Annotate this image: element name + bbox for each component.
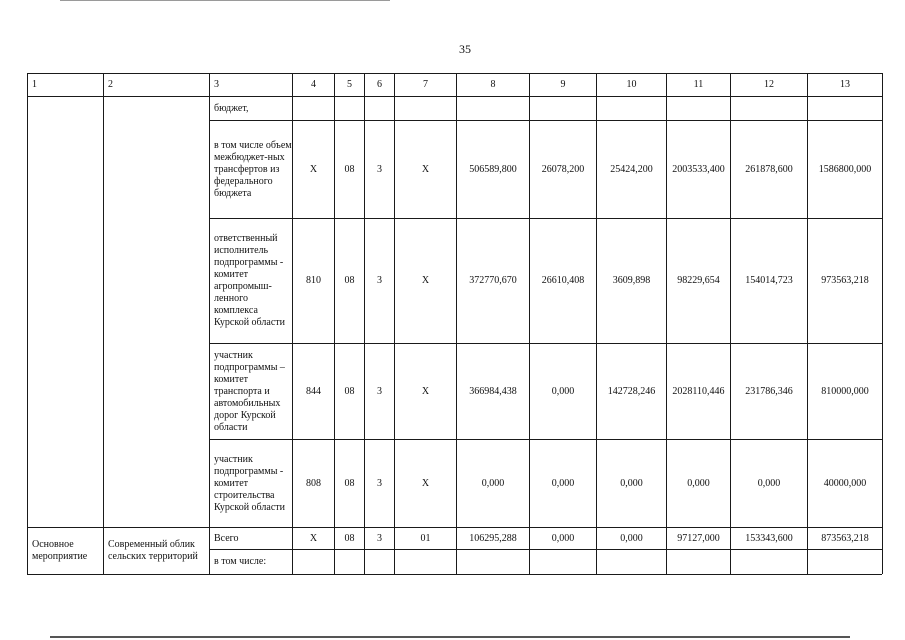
column-rule-13 <box>882 73 883 574</box>
column-header-3: 3 <box>214 79 219 90</box>
table-cell-r1-c3: в том числе объем межбюджет-ных трансфертов из федерального бюджета <box>214 139 292 199</box>
table-cell-r5-c10: 0,000 <box>620 532 643 544</box>
table-cell-r5-c13: 873563,218 <box>821 532 869 544</box>
column-header-6: 6 <box>377 79 382 90</box>
table-cell-r5-c9: 0,000 <box>551 532 575 544</box>
table-cell-r1-c13: 1586800,000 <box>818 163 872 175</box>
table-cell-r1-c5: 08 <box>344 163 355 175</box>
table-cell-r3-c11: 2028110,446 <box>672 385 725 397</box>
table-cell-r4-c8: 0,000 <box>481 477 505 489</box>
table-cell-r2-c10: 3609,898 <box>612 275 651 286</box>
table-cell-r1-c12: 261878,600 <box>745 163 793 175</box>
table-cell-r1-c10: 25424,200 <box>610 163 653 175</box>
table-cell-r4-c9: 0,000 <box>551 477 575 489</box>
table-cell-r2-c9: 26610,408 <box>541 275 585 286</box>
table-cell-r4-c5: 08 <box>344 477 355 489</box>
table-cell-r3-c6: 3 <box>377 385 382 397</box>
column-header-7: 7 <box>423 79 428 90</box>
column-header-10: 10 <box>626 79 637 90</box>
column-rule-1 <box>103 73 104 574</box>
column-header-13: 13 <box>840 79 850 90</box>
column-header-11: 11 <box>693 79 704 90</box>
table-cell-r4-c3: участник подпрограммы - комитет строительства Курской области <box>214 453 285 513</box>
table-cell-r4-c10: 0,000 <box>620 477 643 489</box>
table-cell-r4-c11: 0,000 <box>687 477 710 489</box>
page-number: 35 <box>459 42 471 56</box>
table-cell-r5-c8: 106295,288 <box>469 532 517 544</box>
table-cell-r4-c6: 3 <box>377 477 382 489</box>
table-cell-r4-c12: 0,000 <box>757 477 781 489</box>
table-cell-r3-c4: 844 <box>306 385 321 397</box>
table-cell-r3-c13: 810000,000 <box>821 385 869 397</box>
table-cell-r2-c13: 973563,218 <box>821 275 869 286</box>
table-cell-r2-c5: 08 <box>344 275 355 286</box>
column-header-12: 12 <box>764 79 774 90</box>
table-cell-r3-c7: Х <box>421 385 430 397</box>
table-cell-r4-c7: Х <box>421 477 430 489</box>
table-cell-r1-c11: 2003533,400 <box>672 163 725 175</box>
table-cell-r1-c8: 506589,800 <box>469 163 517 175</box>
table-cell-r1-c9: 26078,200 <box>541 163 585 175</box>
table-cell-r6-c3: в том числе: <box>214 556 267 567</box>
table-cell-r2-c7: Х <box>421 275 430 286</box>
row-rule-7 <box>209 549 882 550</box>
main-activity-name: Современный облик сельских территорий <box>108 539 198 562</box>
table-cell-r3-c9: 0,000 <box>551 385 575 397</box>
column-header-8: 8 <box>490 79 496 90</box>
table-cell-r2-c8: 372770,670 <box>469 275 517 286</box>
table-cell-r5-c4: Х <box>309 532 318 544</box>
main-activity-label: Основное мероприятие <box>32 539 88 562</box>
column-header-9: 9 <box>560 79 566 90</box>
column-header-1: 1 <box>32 79 37 90</box>
table-cell-r2-c12: 154014,723 <box>745 275 793 286</box>
table-cell-r3-c8: 366984,438 <box>469 385 517 397</box>
table-cell-r2-c11: 98229,654 <box>677 275 720 286</box>
table-cell-r2-c3: ответственный исполнитель подпрограммы - комитет агропромыш-ленного комплекса Курской области <box>214 233 285 328</box>
table-cell-r2-c6: 3 <box>377 275 382 286</box>
table-cell-r5-c5: 08 <box>344 532 355 544</box>
table-cell-r5-c12: 153343,600 <box>745 532 793 544</box>
row-rule-1 <box>27 96 882 97</box>
table-cell-r4-c4: 808 <box>306 477 321 489</box>
table-cell-r3-c10: 142728,246 <box>607 385 656 397</box>
table-cell-r5-c6: 3 <box>377 532 382 544</box>
table-cell-r3-c12: 231786,346 <box>745 385 793 397</box>
table-cell-r5-c3: Всего <box>214 532 239 544</box>
table-cell-r1-c6: 3 <box>377 163 382 175</box>
table-cell-r5-c11: 97127,000 <box>677 532 720 544</box>
table-cell-r3-c3: участник подпрограммы – комитет транспорта и автомобильных дорог Курской области <box>214 349 285 433</box>
table-cell-r1-c4: Х <box>309 163 318 175</box>
column-header-5: 5 <box>347 79 352 90</box>
column-header-2: 2 <box>108 79 113 90</box>
table-cell-r4-c13: 40000,000 <box>823 477 867 489</box>
table-cell-r5-c7: 01 <box>420 532 431 544</box>
column-header-4: 4 <box>311 79 316 90</box>
table-cell-r2-c4: 810 <box>306 275 321 286</box>
column-rule-0 <box>27 73 28 574</box>
table-cell-r1-c7: Х <box>421 163 430 175</box>
table-cell-r3-c5: 08 <box>344 385 355 397</box>
scan-bottom-edge-line <box>50 636 850 638</box>
table-cell-r0-c3: бюджет, <box>214 102 249 114</box>
row-rule-8 <box>27 574 882 575</box>
